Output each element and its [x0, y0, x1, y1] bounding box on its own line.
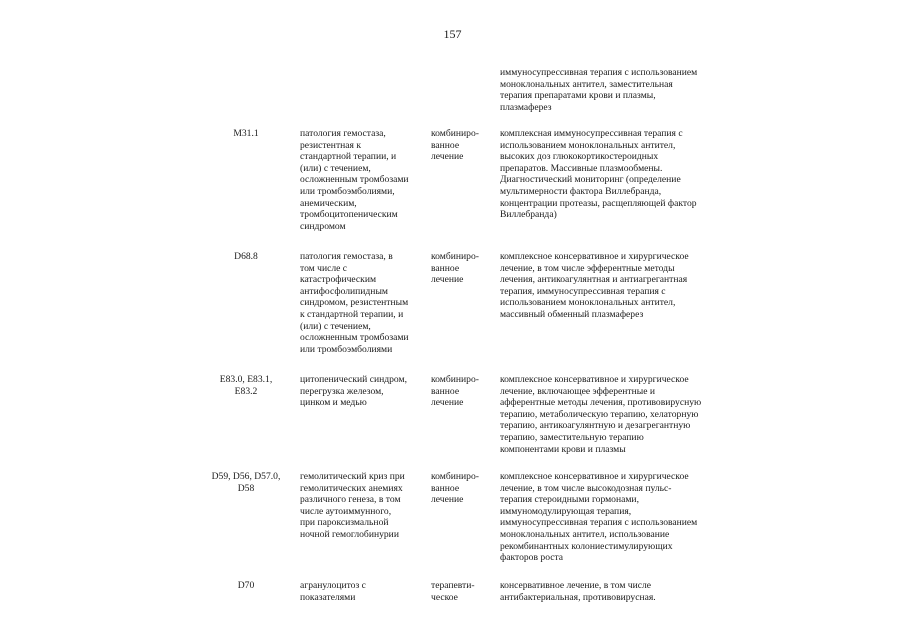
row-code: E83.0, E83.1, E83.2 [219, 374, 273, 397]
row-treatment-type: терапевти- ческое [431, 580, 475, 603]
row-condition: патология гемостаза, в том числе с катастрофическим антифосфолипидным синдромом, резистентным к стандартной терапии, и (или) с течением, осложненным тромбозами или тромбоэмболиями [300, 251, 409, 355]
row-treatment: комплексное консервативное и хирургическое лечение, включающее эфферентные и афферентные методы лечения, противовирусную терапию, метаболическую терапию, хелаторную терапию, антикоагулянтную и дезагрегантную терапию, заместительную терапию компонентами крови и плазмы [500, 374, 702, 455]
row-treatment: консервативное лечение, в том числе антибактериальная, противовирусная. [500, 580, 656, 603]
row-treatment: комплексное консервативное и хирургическое лечение, в том числе эфферентные методы лечения, антикоагулянтная и антиагрегантная терапия, иммуносупрессивная терапия с использованием моноклональных антител, массивный обменный плазмаферез [500, 251, 689, 320]
row-code: D59, D56, D57.0, D58 [211, 471, 281, 494]
row-condition: патология гемостаза, резистентная к стандартной терапии, и (или) с течением, осложненным тромбозами или тромбоэмболиями, анемическим, тромбоцитопеническим синдромом [300, 128, 409, 232]
row-code: D70 [237, 580, 255, 591]
row-treatment: комплексная иммуносупрессивная терапия с использованием моноклональных антител, высоких доз глюкокортикостероидных препаратов. Массивные плазмообмены. Диагностический мониторинг (определение мультимерности фактора Виллебранда, концентрации протеазы, расщепляющей фактор Виллебранда) [500, 128, 697, 221]
row-treatment-type: комбиниро- ванное лечение [431, 374, 479, 409]
continuation-treatment: иммуносупрессивная терапия с использованием моноклональных антител, заместительная терапия препаратами крови и плазмы, плазмаферез [500, 67, 698, 113]
row-condition: гемолитический криз при гемолитических анемиях различного генеза, в том числе аутоиммунного, при пароксизмальной ночной гемоглобинурии [300, 471, 405, 540]
row-condition: цитопенический синдром, перегрузка железом, цинком и медью [300, 374, 407, 409]
row-treatment-type: комбиниро- ванное лечение [431, 471, 479, 506]
row-treatment-type: комбиниро- ванное лечение [431, 251, 479, 286]
page-number: 157 [443, 27, 462, 41]
row-treatment-type: комбиниро- ванное лечение [431, 128, 479, 163]
row-condition: агранулоцитоз с показателями [300, 580, 366, 603]
row-code: M31.1 [233, 128, 259, 139]
row-treatment: комплексное консервативное и хирургическое лечение, в том числе высокодозная пульс- терапия стероидными гормонами, иммуномодулирующая терапия, иммуносупрессивная терапия с использованием моноклональных антител, использование рекомбинантных колониестимулирующих факторов роста [500, 471, 698, 564]
row-code: D68.8 [234, 251, 258, 262]
